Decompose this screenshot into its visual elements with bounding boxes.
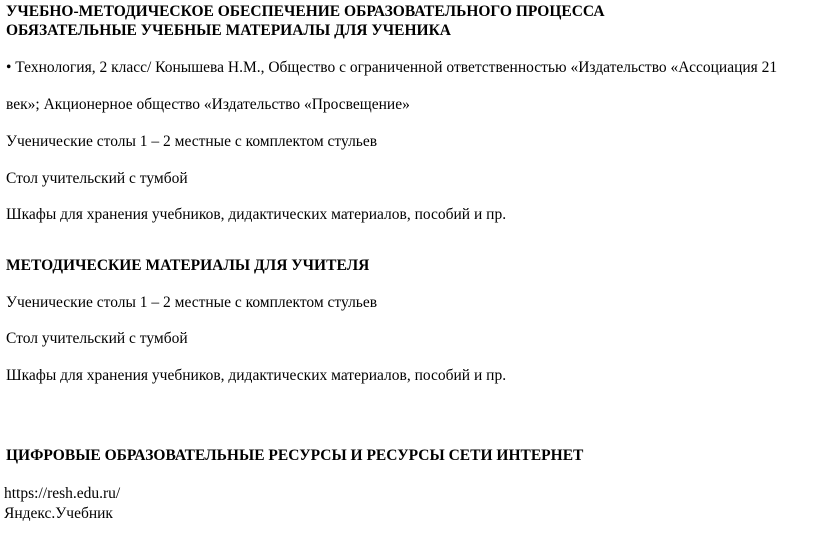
resource-yandex-textbook: Яндекс.Учебник xyxy=(4,505,113,522)
resource-link-resh[interactable]: https://resh.edu.ru/ xyxy=(4,485,121,502)
teacher-item-desks: Ученические столы 1 – 2 местные с комплектом стульев xyxy=(6,294,378,311)
student-item-teacher-desk: Стол учительский с тумбой xyxy=(6,170,188,187)
student-item-desks: Ученические столы 1 – 2 местные с комплектом стульев xyxy=(6,133,378,150)
document-title: УЧЕБНО-МЕТОДИЧЕСКОЕ ОБЕСПЕЧЕНИЕ ОБРАЗОВАТЕЛЬНОГО ПРОЦЕССА xyxy=(6,3,605,20)
teacher-item-cabinets: Шкафы для хранения учебников, дидактических материалов, пособий и пр. xyxy=(6,367,507,384)
textbook-line-1: • Технология, 2 класс/ Конышева Н.М., Общество с ограниченной ответственностью «Издательство «Ассоциация 21 xyxy=(6,59,778,76)
teacher-item-teacher-desk: Стол учительский с тумбой xyxy=(6,330,188,347)
digital-section-title: ЦИФРОВЫЕ ОБРАЗОВАТЕЛЬНЫЕ РЕСУРСЫ И РЕСУРСЫ СЕТИ ИНТЕРНЕТ xyxy=(6,447,584,464)
student-section-title: ОБЯЗАТЕЛЬНЫЕ УЧЕБНЫЕ МАТЕРИАЛЫ ДЛЯ УЧЕНИКА xyxy=(6,22,451,39)
student-item-cabinets: Шкафы для хранения учебников, дидактических материалов, пособий и пр. xyxy=(6,206,507,223)
textbook-line-2: век»; Акционерное общество «Издательство «Просвещение» xyxy=(6,96,410,113)
teacher-section-title: МЕТОДИЧЕСКИЕ МАТЕРИАЛЫ ДЛЯ УЧИТЕЛЯ xyxy=(6,257,370,274)
